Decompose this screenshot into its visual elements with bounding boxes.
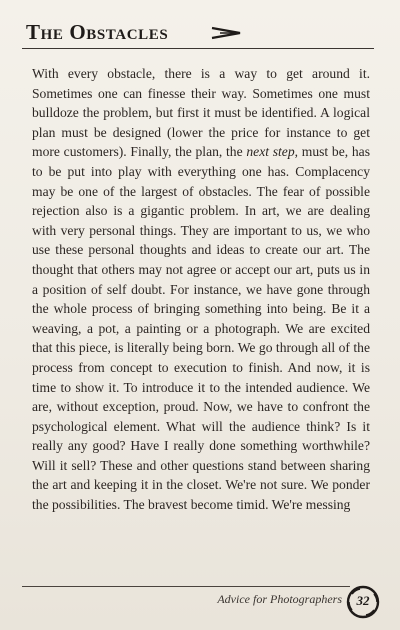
body-italic-phrase: next step [246,144,295,160]
chapter-header [26,16,372,50]
header-divider [22,48,374,49]
footer-divider [22,586,350,587]
body-text-part-1: With every obstacle, there is a way to get around it. Sometimes one can finesse their way. Sometimes one must bulldoze the problem, but first it must be identified. A logical plan must be designed (lower the price for instance to get more customers). Finally, the plan, the [32,66,370,160]
page-number: 32 [356,593,370,608]
footer-book-title: Advice for Photographers [217,592,342,606]
body-paragraph [32,64,370,572]
body-text-part-2: , must be, has to be put into play with everything one has. Complacency may be one of the largest of obstacles. The fear of possible rejection also is a gigantic problem. In art, we are dealing with very personal things. They are important to us, we who use these personal thoughts and ideas to create our art. The thought that others may not agree or accept our art, puts us in a position of self doubt. For instance, we have gone through the whole process of bringing something into being. Be it a weaving, a pot, a painting or a photograph. We are excited that this piece, is literally being born. We go through all of the process from concept to execution to finish. And now, it is time to show it. To introduce it to the intended audience. We are, without exception, proud. Now, we have to confront the psychological element. What will the audience think? Is it really any good? Have I really done something worthwhile? Will it sell? These and other questions stand between sharing the art and keeping it in the closet. We're not sure. We ponder the possibilities. The bravest become timid. We're messing [32,144,370,513]
chapter-title: The Obstacles [26,20,169,44]
arrow-right-icon [210,25,244,41]
